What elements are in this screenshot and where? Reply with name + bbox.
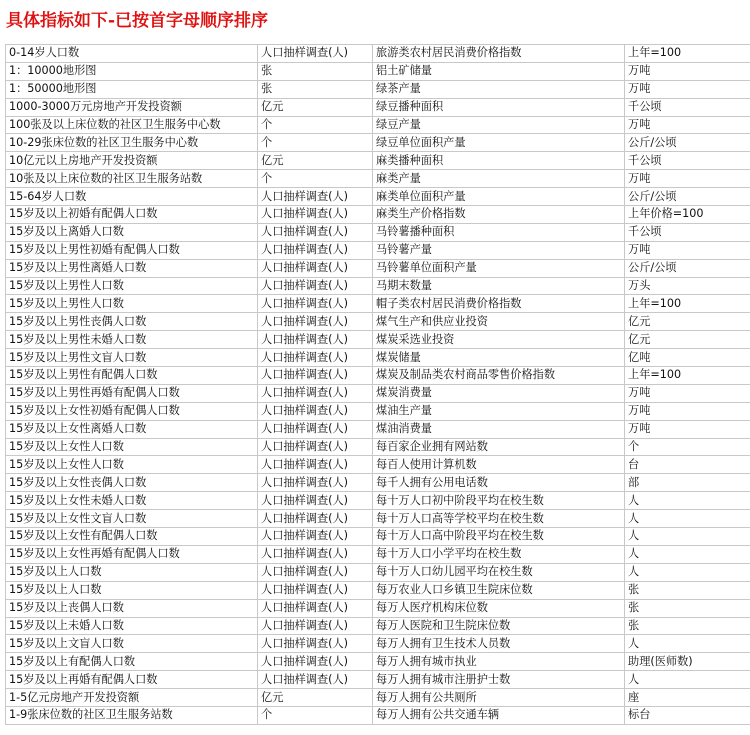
indicator-name-cell: 马铃薯产量	[373, 241, 625, 259]
indicator-name-cell: 煤炭采选业投资	[373, 331, 625, 349]
table-row	[6, 188, 750, 206]
table-row	[6, 456, 750, 474]
indicator-name-cell: 每万人拥有公共交通车辆	[373, 706, 625, 724]
indicator-name-cell: 铝土矿储量	[373, 62, 625, 80]
unit-cell: 人口抽样调查(人)	[258, 528, 373, 546]
unit-cell: 人	[625, 545, 750, 563]
table-row	[6, 545, 750, 563]
unit-cell: 万吨	[625, 62, 750, 80]
indicator-name-cell: 15岁及以上女性未婚人口数	[6, 492, 258, 510]
unit-cell: 人口抽样调查(人)	[258, 617, 373, 635]
indicator-name-cell: 15岁及以上有配偶人口数	[6, 653, 258, 671]
table-row	[6, 45, 750, 63]
table-row	[6, 581, 750, 599]
table-row	[6, 528, 750, 546]
table-row	[6, 420, 750, 438]
unit-cell: 标台	[625, 706, 750, 724]
unit-cell: 亿元	[258, 152, 373, 170]
unit-cell: 上年=100	[625, 367, 750, 385]
indicator-name-cell: 马期末数量	[373, 277, 625, 295]
table-row	[6, 402, 750, 420]
indicator-name-cell: 1：50000地形图	[6, 80, 258, 98]
indicator-name-cell: 15岁及以上丧偶人口数	[6, 599, 258, 617]
table-row	[6, 599, 750, 617]
unit-cell: 人口抽样调查(人)	[258, 402, 373, 420]
indicator-name-cell: 每万人拥有城市注册护士数	[373, 671, 625, 689]
unit-cell: 人口抽样调查(人)	[258, 349, 373, 367]
table-row	[6, 259, 750, 277]
unit-cell: 个	[258, 170, 373, 188]
unit-cell: 万吨	[625, 116, 750, 134]
indicator-name-cell: 10亿元以上房地产开发投资额	[6, 152, 258, 170]
indicator-name-cell: 15岁及以上未婚人口数	[6, 617, 258, 635]
unit-cell: 人口抽样调查(人)	[258, 420, 373, 438]
unit-cell: 万吨	[625, 402, 750, 420]
indicator-name-cell: 每万人拥有城市执业	[373, 653, 625, 671]
indicator-name-cell: 15岁及以上女性丧偶人口数	[6, 474, 258, 492]
unit-cell: 人	[625, 528, 750, 546]
indicator-name-cell: 15岁及以上女性离婚人口数	[6, 420, 258, 438]
indicator-name-cell: 15岁及以上男性未婚人口数	[6, 331, 258, 349]
indicator-name-cell: 每十万人口高中阶段平均在校生数	[373, 528, 625, 546]
indicator-name-cell: 10-29张床位数的社区卫生服务中心数	[6, 134, 258, 152]
indicator-name-cell: 马铃薯单位面积产量	[373, 259, 625, 277]
indicator-name-cell: 10张及以上床位数的社区卫生服务站数	[6, 170, 258, 188]
unit-cell: 人口抽样调查(人)	[258, 295, 373, 313]
unit-cell: 万吨	[625, 170, 750, 188]
indicator-name-cell: 15岁及以上离婚人口数	[6, 223, 258, 241]
unit-cell: 亿吨	[625, 349, 750, 367]
unit-cell: 上年=100	[625, 295, 750, 313]
unit-cell: 人	[625, 563, 750, 581]
indicator-name-cell: 每十万人口高等学校平均在校生数	[373, 510, 625, 528]
indicator-name-cell: 每千人拥有公用电话数	[373, 474, 625, 492]
unit-cell: 人口抽样调查(人)	[258, 563, 373, 581]
table-row	[6, 241, 750, 259]
unit-cell: 人口抽样调查(人)	[258, 510, 373, 528]
indicator-name-cell: 绿茶产量	[373, 80, 625, 98]
table-row	[6, 313, 750, 331]
table-row	[6, 563, 750, 581]
indicator-name-cell: 15-64岁人口数	[6, 188, 258, 206]
unit-cell: 公斤/公顷	[625, 134, 750, 152]
table-row	[6, 116, 750, 134]
indicator-name-cell: 麻类单位面积产量	[373, 188, 625, 206]
unit-cell: 个	[258, 706, 373, 724]
unit-cell: 人口抽样调查(人)	[258, 331, 373, 349]
unit-cell: 人	[625, 510, 750, 528]
indicator-name-cell: 15岁及以上男性丧偶人口数	[6, 313, 258, 331]
unit-cell: 亿元	[625, 313, 750, 331]
unit-cell: 人口抽样调查(人)	[258, 45, 373, 63]
unit-cell: 人口抽样调查(人)	[258, 456, 373, 474]
table-row	[6, 617, 750, 635]
unit-cell: 人	[625, 635, 750, 653]
indicator-name-cell: 1-9张床位数的社区卫生服务站数	[6, 706, 258, 724]
indicator-name-cell: 100张及以上床位数的社区卫生服务中心数	[6, 116, 258, 134]
unit-cell: 助理(医师数)	[625, 653, 750, 671]
unit-cell: 个	[258, 116, 373, 134]
indicator-name-cell: 1-5亿元房地产开发投资额	[6, 689, 258, 707]
table-row	[6, 152, 750, 170]
indicator-name-cell: 煤气生产和供应业投资	[373, 313, 625, 331]
unit-cell: 万吨	[625, 80, 750, 98]
table-row	[6, 349, 750, 367]
table-row	[6, 510, 750, 528]
unit-cell: 人口抽样调查(人)	[258, 492, 373, 510]
indicator-name-cell: 15岁及以上女性初婚有配偶人口数	[6, 402, 258, 420]
table-row	[6, 170, 750, 188]
table-row	[6, 98, 750, 116]
unit-cell: 亿元	[258, 98, 373, 116]
indicator-name-cell: 每百人使用计算机数	[373, 456, 625, 474]
table-row	[6, 206, 750, 224]
indicator-name-cell: 绿豆单位面积产量	[373, 134, 625, 152]
unit-cell: 人口抽样调查(人)	[258, 206, 373, 224]
unit-cell: 个	[625, 438, 750, 456]
unit-cell: 万吨	[625, 420, 750, 438]
indicator-name-cell: 0-14岁人口数	[6, 45, 258, 63]
indicator-name-cell: 15岁及以上女性文盲人口数	[6, 510, 258, 528]
unit-cell: 公斤/公顷	[625, 188, 750, 206]
unit-cell: 张	[258, 80, 373, 98]
unit-cell: 亿元	[258, 689, 373, 707]
unit-cell: 人	[625, 492, 750, 510]
indicator-name-cell: 绿豆产量	[373, 116, 625, 134]
indicator-name-cell: 15岁及以上初婚有配偶人口数	[6, 206, 258, 224]
indicator-name-cell: 旅游类农村居民消费价格指数	[373, 45, 625, 63]
unit-cell: 人口抽样调查(人)	[258, 545, 373, 563]
indicator-name-cell: 15岁及以上女性有配偶人口数	[6, 528, 258, 546]
indicator-name-cell: 15岁及以上女性再婚有配偶人口数	[6, 545, 258, 563]
unit-cell: 台	[625, 456, 750, 474]
indicator-name-cell: 15岁及以上男性人口数	[6, 295, 258, 313]
unit-cell: 人口抽样调查(人)	[258, 438, 373, 456]
table-row	[6, 331, 750, 349]
unit-cell: 人口抽样调查(人)	[258, 277, 373, 295]
indicator-name-cell: 15岁及以上人口数	[6, 563, 258, 581]
unit-cell: 人口抽样调查(人)	[258, 223, 373, 241]
indicator-name-cell: 15岁及以上男性离婚人口数	[6, 259, 258, 277]
unit-cell: 人口抽样调查(人)	[258, 313, 373, 331]
indicator-name-cell: 煤油生产量	[373, 402, 625, 420]
indicator-name-cell: 每十万人口幼儿园平均在校生数	[373, 563, 625, 581]
table-row	[6, 62, 750, 80]
unit-cell: 上年=100	[625, 45, 750, 63]
indicator-name-cell: 15岁及以上再婚有配偶人口数	[6, 671, 258, 689]
unit-cell: 人口抽样调查(人)	[258, 635, 373, 653]
table-row	[6, 474, 750, 492]
table-row	[6, 689, 750, 707]
indicator-name-cell: 每万人医院和卫生院床位数	[373, 617, 625, 635]
table-row	[6, 134, 750, 152]
unit-cell: 人口抽样调查(人)	[258, 474, 373, 492]
table-row	[6, 80, 750, 98]
indicator-name-cell: 绿豆播种面积	[373, 98, 625, 116]
unit-cell: 人口抽样调查(人)	[258, 367, 373, 385]
table-row	[6, 223, 750, 241]
unit-cell: 张	[625, 617, 750, 635]
indicator-name-cell: 15岁及以上女性人口数	[6, 456, 258, 474]
unit-cell: 张	[625, 581, 750, 599]
unit-cell: 千公顷	[625, 152, 750, 170]
indicator-table-body	[6, 45, 750, 725]
table-row	[6, 653, 750, 671]
unit-cell: 个	[258, 134, 373, 152]
table-row	[6, 367, 750, 385]
unit-cell: 人	[625, 671, 750, 689]
unit-cell: 万头	[625, 277, 750, 295]
unit-cell: 人口抽样调查(人)	[258, 241, 373, 259]
indicator-name-cell: 每十万人口小学平均在校生数	[373, 545, 625, 563]
indicator-name-cell: 煤油消费量	[373, 420, 625, 438]
unit-cell: 人口抽样调查(人)	[258, 259, 373, 277]
unit-cell: 人口抽样调查(人)	[258, 599, 373, 617]
indicator-name-cell: 帽子类农村居民消费价格指数	[373, 295, 625, 313]
table-row	[6, 492, 750, 510]
indicator-name-cell: 15岁及以上男性人口数	[6, 277, 258, 295]
table-row	[6, 277, 750, 295]
indicator-name-cell: 煤炭及制品类农村商品零售价格指数	[373, 367, 625, 385]
page-title: 具体指标如下-已按首字母顺序排序	[6, 11, 269, 31]
unit-cell: 部	[625, 474, 750, 492]
unit-cell: 亿元	[625, 331, 750, 349]
unit-cell: 人口抽样调查(人)	[258, 671, 373, 689]
indicator-name-cell: 煤炭消费量	[373, 384, 625, 402]
indicator-name-cell: 每万人医疗机构床位数	[373, 599, 625, 617]
indicator-table	[5, 44, 750, 725]
unit-cell: 座	[625, 689, 750, 707]
indicator-name-cell: 1000-3000万元房地产开发投资额	[6, 98, 258, 116]
unit-cell: 人口抽样调查(人)	[258, 581, 373, 599]
indicator-name-cell: 1：10000地形图	[6, 62, 258, 80]
indicator-name-cell: 15岁及以上男性文盲人口数	[6, 349, 258, 367]
unit-cell: 张	[625, 599, 750, 617]
indicator-name-cell: 每万农业人口乡镇卫生院床位数	[373, 581, 625, 599]
indicator-name-cell: 每万人拥有卫生技术人员数	[373, 635, 625, 653]
unit-cell: 千公顷	[625, 98, 750, 116]
indicator-name-cell: 麻类产量	[373, 170, 625, 188]
indicator-name-cell: 麻类生产价格指数	[373, 206, 625, 224]
indicator-name-cell: 15岁及以上男性有配偶人口数	[6, 367, 258, 385]
indicator-name-cell: 15岁及以上文盲人口数	[6, 635, 258, 653]
indicator-name-cell: 麻类播种面积	[373, 152, 625, 170]
indicator-name-cell: 15岁及以上人口数	[6, 581, 258, 599]
indicator-name-cell: 每百家企业拥有网站数	[373, 438, 625, 456]
unit-cell: 人口抽样调查(人)	[258, 653, 373, 671]
unit-cell: 万吨	[625, 384, 750, 402]
unit-cell: 万吨	[625, 241, 750, 259]
table-row	[6, 671, 750, 689]
unit-cell: 人口抽样调查(人)	[258, 188, 373, 206]
indicator-name-cell: 15岁及以上男性初婚有配偶人口数	[6, 241, 258, 259]
table-row	[6, 295, 750, 313]
table-row	[6, 438, 750, 456]
indicator-name-cell: 煤炭储量	[373, 349, 625, 367]
indicator-name-cell: 马铃薯播种面积	[373, 223, 625, 241]
indicator-name-cell: 15岁及以上女性人口数	[6, 438, 258, 456]
unit-cell: 公斤/公顷	[625, 259, 750, 277]
unit-cell: 千公顷	[625, 223, 750, 241]
indicator-name-cell: 15岁及以上男性再婚有配偶人口数	[6, 384, 258, 402]
table-row	[6, 706, 750, 724]
table-row	[6, 384, 750, 402]
indicator-name-cell: 每十万人口初中阶段平均在校生数	[373, 492, 625, 510]
unit-cell: 张	[258, 62, 373, 80]
unit-cell: 上年价格=100	[625, 206, 750, 224]
unit-cell: 人口抽样调查(人)	[258, 384, 373, 402]
indicator-name-cell: 每万人拥有公共厕所	[373, 689, 625, 707]
table-row	[6, 635, 750, 653]
